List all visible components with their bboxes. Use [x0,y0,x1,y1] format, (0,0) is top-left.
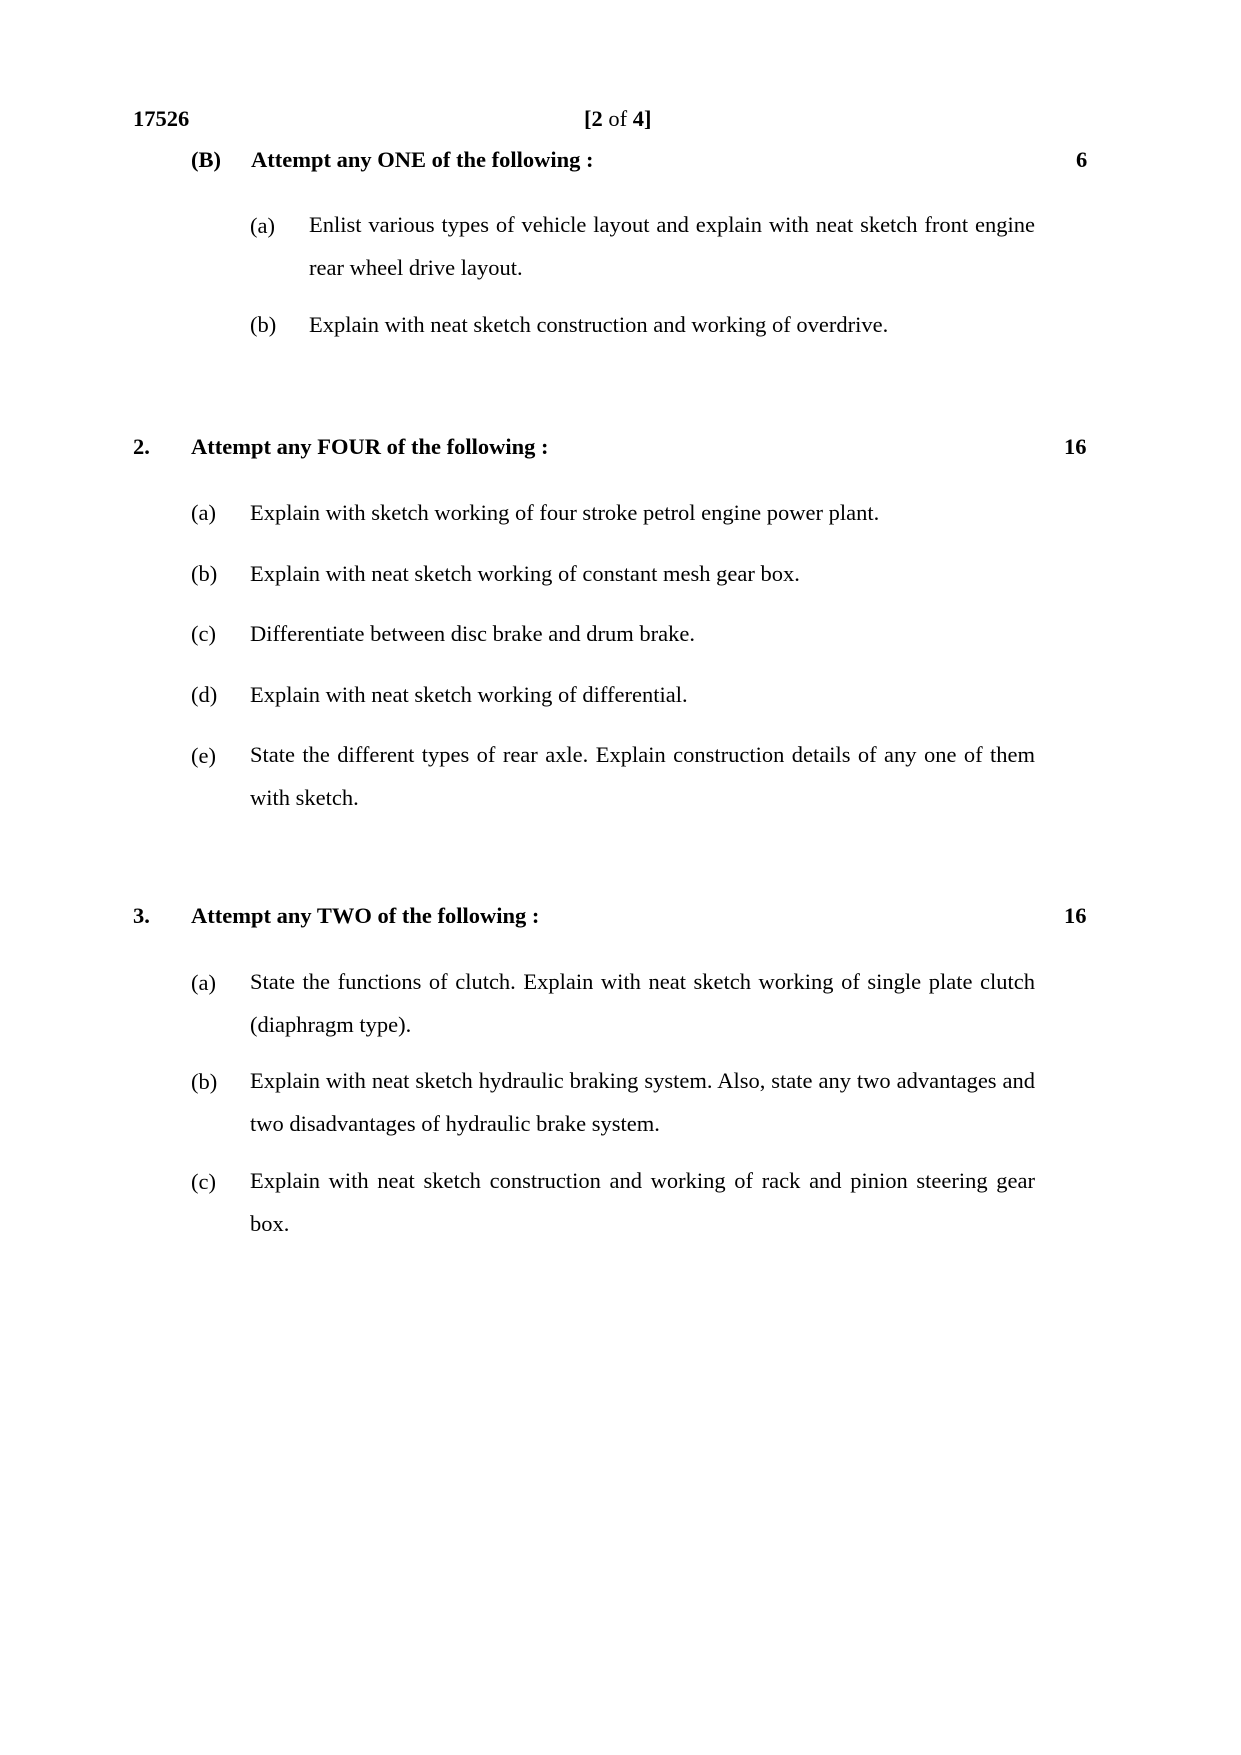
section-instruction: Attempt any FOUR of the following : [191,434,549,459]
section-marks: 6 [1076,147,1088,172]
question-label: (c) [191,1169,216,1194]
question-label: (d) [191,682,218,707]
question-text: Explain with neat sketch working of constant mesh gear box. [250,561,800,586]
page-bracket-close: ] [644,106,652,131]
question-text: Enlist various types of vehicle layout and explain with neat sketch front engine rear wheel drive layout. [309,212,1035,280]
question-label: (b) [191,1069,218,1094]
section-number: 3. [133,903,150,928]
paper-code: 17526 [133,106,190,131]
question-text: Explain with neat sketch construction and working of overdrive. [309,312,889,337]
question-label: (a) [191,970,216,995]
question-text: Differentiate between disc brake and drum brake. [250,621,696,646]
question-text: Explain with sketch working of four stroke petrol engine power plant. [250,500,880,525]
section-number: (B) [191,147,221,172]
page-current: 2 [591,106,603,131]
page-indicator [584,106,652,132]
question-label: (b) [191,561,218,586]
page-of: of [602,106,633,131]
question-label: (c) [191,621,216,646]
page-bracket-open: [ [584,106,592,131]
page-total: 4 [632,106,644,131]
section-marks: 16 [1064,903,1087,928]
question-text: Explain with neat sketch working of differential. [250,682,688,707]
question-label: (e) [191,743,216,768]
question-text: State the different types of rear axle. Explain construction details of any one of them with sketch. [250,742,1035,810]
section-instruction: Attempt any TWO of the following : [191,903,540,928]
question-label: (a) [250,213,275,238]
question-text: State the functions of clutch. Explain with neat sketch working of single plate clutch (diaphragm type). [250,969,1035,1037]
section-instruction: Attempt any ONE of the following : [251,147,594,172]
question-text: Explain with neat sketch hydraulic braking system. Also, state any two advantages and two disadvantages of hydraulic brake system. [250,1068,1035,1136]
section-marks: 16 [1064,434,1087,459]
section-number: 2. [133,434,150,459]
question-label: (b) [250,312,277,337]
question-label: (a) [191,500,216,525]
question-text: Explain with neat sketch construction and working of rack and pinion steering gear box. [250,1168,1035,1236]
